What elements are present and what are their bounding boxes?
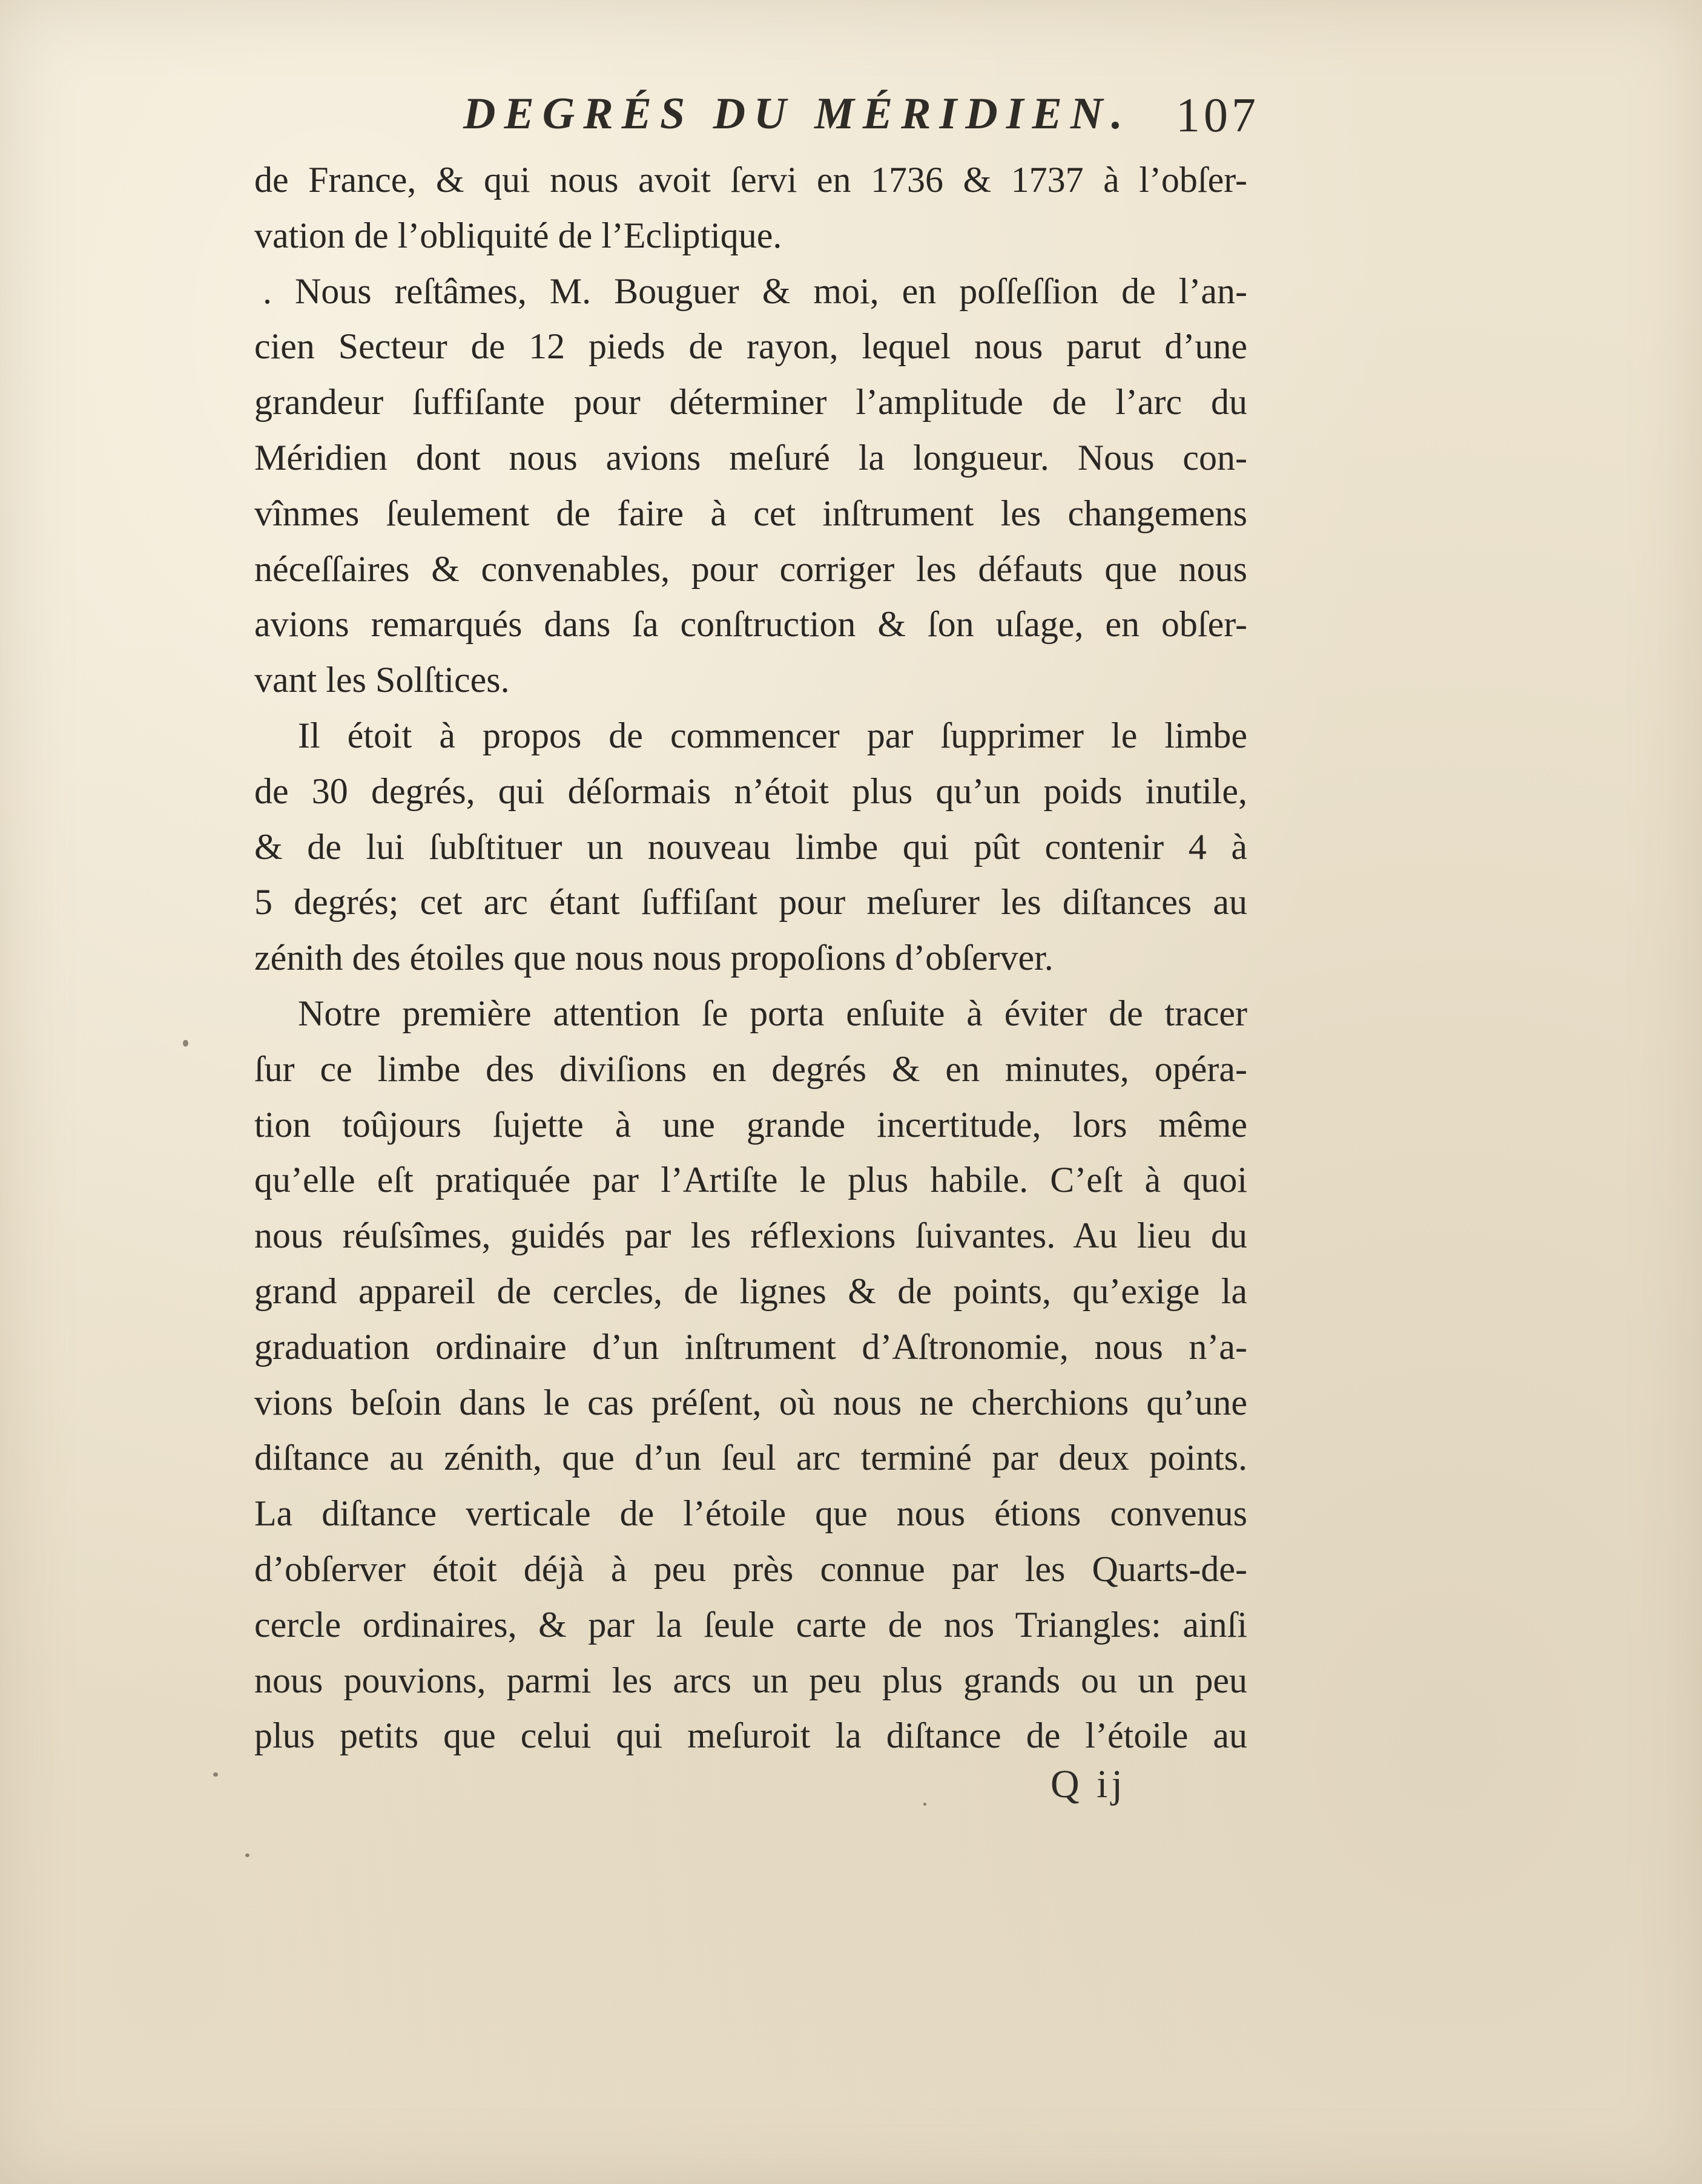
text-line: diſtance au zénith, que d’un ſeul arc terminé par deux points.	[254, 1438, 1247, 1478]
text-line: tion toûjours ſujette à une grande incertitude, lors même	[254, 1104, 1247, 1145]
text-line: qu’elle eſt pratiquée par l’Artiſte le plus habile. C’eſt à quoi	[254, 1160, 1247, 1200]
text-line: vation de l’obliquité de l’Ecliptique.	[254, 215, 782, 255]
signature-mark: Q ij	[1051, 1762, 1126, 1806]
text-line: nous pouvions, parmi les arcs un peu plus grands ou un peu	[254, 1660, 1247, 1700]
paper-speck	[245, 1853, 249, 1857]
text-line: nous réuſsîmes, guidés par les réflexions ſuivantes. Au lieu du	[254, 1215, 1247, 1256]
text-line: grandeur ſuffiſante pour déterminer l’amplitude de l’arc du	[254, 382, 1247, 423]
page-header	[254, 85, 1259, 157]
text-line: cien Secteur de 12 pieds de rayon, lequel nous parut d’une	[254, 326, 1247, 367]
text-line: ſur ce limbe des diviſions en degrés & en minutes, opéra-	[254, 1048, 1247, 1089]
page-footer	[254, 1755, 1247, 1816]
paragraph-start-line: . Nous reſtâmes, M. Bouguer & moi, en poſſeſſion de l’an-	[263, 271, 1247, 311]
paper-speck	[183, 1040, 188, 1047]
text-line: vant les Solſtices.	[254, 660, 510, 700]
text-line: graduation ordinaire d’un inſtrument d’Aſtronomie, nous n’a-	[254, 1326, 1247, 1367]
paper-speck	[923, 1803, 926, 1806]
text-line: d’obſerver étoit déjà à peu près connue par les Quarts-de-	[254, 1548, 1247, 1589]
page-number: 107	[1176, 89, 1259, 142]
text-line: La diſtance verticale de l’étoile que nous étions convenus	[254, 1493, 1247, 1534]
text-line: cercle ordinaires, & par la ſeule carte de nos Triangles: ainſi	[254, 1604, 1247, 1645]
paragraph-start-line: Notre première attention ſe porta enſuite à éviter de tracer	[298, 993, 1247, 1033]
body-text	[254, 153, 1247, 1764]
paper-speck	[213, 1772, 218, 1777]
text-line: grand appareil de cercles, de lignes & de points, qu’exige la	[254, 1271, 1247, 1311]
text-line: vions beſoin dans le cas préſent, où nous ne cherchions qu’une	[254, 1382, 1247, 1423]
text-line: de 30 degrés, qui déſormais n’étoit plus qu’un poids inutile,	[254, 771, 1247, 811]
text-line: vînmes ſeulement de faire à cet inſtrument les changemens	[254, 493, 1247, 533]
text-line: 5 degrés; cet arc étant ſuffiſant pour meſurer les diſtances au	[254, 882, 1247, 923]
running-title: DEGRÉS DU MÉRIDIEN.	[463, 89, 1131, 139]
paragraph-start-line: Il étoit à propos de commencer par ſupprimer le limbe	[298, 715, 1247, 755]
text-line: Méridien dont nous avions meſuré la longueur. Nous con-	[254, 437, 1247, 478]
text-line: plus petits que celui qui meſuroit la diſtance de l’étoile au	[254, 1715, 1247, 1756]
text-line: & de lui ſubſtituer un nouveau limbe qui pût contenir 4 à	[254, 826, 1247, 867]
text-line: de France, & qui nous avoit ſervi en 1736 & 1737 à l’obſer-	[254, 160, 1247, 200]
text-line: avions remarqués dans ſa conſtruction & ſon uſage, en obſer-	[254, 604, 1247, 645]
text-line: zénith des étoiles que nous nous propoſions d’obſerver.	[254, 938, 1054, 978]
text-line: néceſſaires & convenables, pour corriger les défauts que nous	[254, 548, 1247, 589]
